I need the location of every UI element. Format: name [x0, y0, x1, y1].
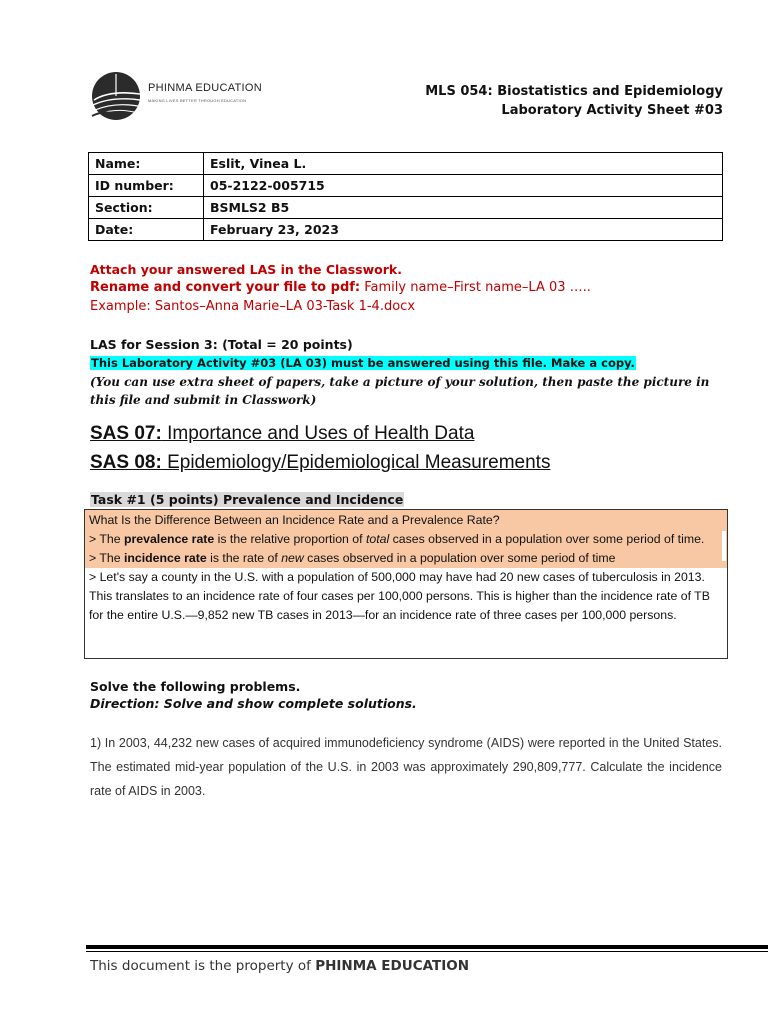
footer-rule	[86, 945, 768, 949]
footer-rule-thin	[86, 951, 768, 952]
prevalence-definition	[89, 530, 723, 549]
solve-heading: Solve the following problems.	[90, 679, 301, 694]
task-question: What Is the Difference Between an Incidence Rate and a Prevalence Rate?	[89, 513, 500, 527]
table-row	[89, 175, 723, 197]
las-highlight-note: This Laboratory Activity #03 (LA 03) must be answered using this file. Make a copy.	[91, 356, 635, 370]
org-name: PHINMA EDUCATION	[148, 82, 262, 94]
table-row	[89, 219, 723, 241]
incidence-term: incidence rate	[123, 551, 207, 565]
filename-example: Example: Santos–Anna Marie–LA 03-Task 1-4.docx	[90, 299, 416, 314]
footer-prefix: This document is the property of	[90, 958, 316, 974]
sheet-title: Laboratory Activity Sheet #03	[501, 103, 723, 118]
date-label: Date:	[89, 219, 204, 241]
problem-1: 1) In 2003, 44,232 new cases of acquired immunodeficiency syndrome (AIDS) were reported in the United States. The estimated mid-year population of the U.S. in 2003 was approximately 290,809,777. Calculate the incidence rate of AIDS in 2003.	[90, 736, 722, 798]
sas-08-title: Epidemiology/Epidemiological Measurements	[161, 452, 551, 473]
rename-instruction	[90, 280, 591, 295]
cursor-marker	[722, 531, 726, 561]
rename-format: Family name–First name–LA 03 …..	[360, 280, 591, 295]
table-row	[89, 153, 723, 175]
student-info-table	[88, 152, 723, 241]
name-value: Eslit, Vinea L.	[204, 153, 723, 175]
task-1-box	[84, 509, 728, 659]
id-label: ID number:	[89, 175, 204, 197]
date-value: February 23, 2023	[204, 219, 723, 241]
footer-text	[90, 958, 469, 974]
prev-emphasis: total	[365, 532, 390, 546]
inc-prefix: > The	[89, 551, 124, 565]
prevalence-term: prevalence rate	[123, 532, 215, 546]
direction-text: Direction: Solve and show complete solutions.	[90, 696, 417, 711]
table-row	[89, 197, 723, 219]
phinma-logo	[90, 70, 270, 122]
name-label: Name:	[89, 153, 204, 175]
sas-07-code: SAS 07:	[90, 423, 162, 444]
phinma-emblem-icon	[90, 70, 146, 122]
sas-07-heading	[90, 423, 474, 445]
section-label: Section:	[89, 197, 204, 219]
id-value: 05-2122-005715	[204, 175, 723, 197]
sas-08-heading	[90, 452, 550, 474]
task-highlight	[85, 510, 727, 568]
sas-08-code: SAS 08:	[90, 452, 162, 473]
rename-bold: Rename and convert your file to pdf:	[90, 280, 361, 295]
las-italic-note: (You can use extra sheet of papers, take a picture of your solution, then paste the picture in this file and submit in Classwork)	[90, 375, 710, 407]
incidence-definition	[89, 549, 723, 568]
inc-end: cases observed in a population over some period of time	[303, 551, 616, 565]
prev-prefix: > The	[89, 532, 124, 546]
las-title: LAS for Session 3: (Total = 20 points)	[90, 337, 353, 352]
prev-end: cases observed in a population over some period of time.	[389, 532, 705, 546]
org-tagline: MAKING LIVES BETTER THROUGH EDUCATION	[148, 98, 247, 103]
attach-instruction: Attach your answered LAS in the Classwork.	[90, 262, 402, 277]
inc-mid: is the rate of	[206, 551, 282, 565]
prev-mid: is the relative proportion of	[214, 532, 366, 546]
document-header	[425, 82, 723, 120]
sas-07-title: Importance and Uses of Health Data	[161, 423, 475, 444]
task-1-title: Task #1 (5 points) Prevalence and Incidence	[91, 492, 404, 507]
footer-org: PHINMA EDUCATION	[315, 958, 470, 974]
inc-emphasis: new	[281, 551, 304, 565]
course-title: MLS 054: Biostatistics and Epidemiology	[425, 84, 723, 99]
tb-example: > Let's say a county in the U.S. with a population of 500,000 may have had 20 new cases of tuberculosis in 2013. This translates to an incidence rate of four cases per 100,000 persons. This is higher than the incidence rate of TB for the entire U.S.—9,852 new TB cases in 2013—for an incidence rate of three cases per 100,000 persons.	[89, 570, 710, 622]
section-value: BSMLS2 B5	[204, 197, 723, 219]
